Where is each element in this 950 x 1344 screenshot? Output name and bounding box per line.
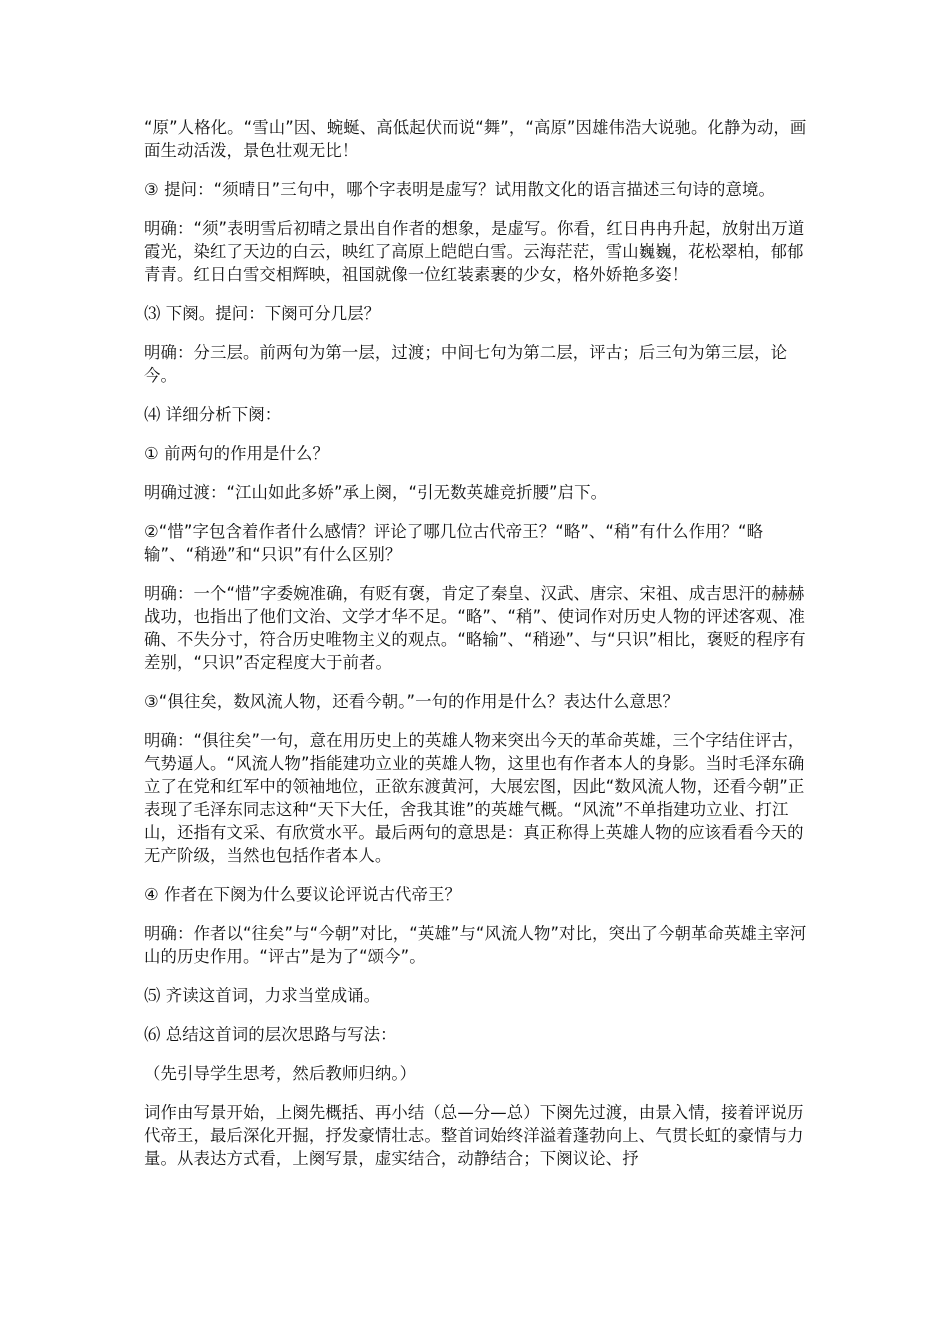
document-body: [144, 116, 808, 1186]
section-5-recite: ⑸ 齐读这首词，力求当堂成诵。: [144, 986, 381, 1005]
section-4-analysis: ⑷ 详细分析下阕：: [144, 405, 282, 424]
question-3-xuqingri: ③ 提问：“须晴日”三句中，哪个字表明是虚写？试用散文化的语言描述三句诗的意境。: [144, 180, 775, 199]
question-2-xi: ②“惜”字包含着作者什么感情？评论了哪几位古代帝王？“略”、“稍”有什么作用？“略输”、“稍逊”和“只识”有什么区别？: [144, 522, 764, 564]
paragraph-personification: “原”人格化。“雪山”因、蜿蜒、高低起伏而说“舞”，“高原”因雄伟浩大说驰。化静为动，画面生动活泼，景色壮观无比！: [144, 118, 807, 160]
answer-1-transition: 明确过渡：“江山如此多娇”承上阕，“引无数英雄竞折腰”启下。: [144, 483, 608, 502]
section-3-xiaque: ⑶ 下阕。提问：下阕可分几层？: [144, 304, 381, 323]
teaching-note: （先引导学生思考，然后教师归纳。）: [144, 1064, 417, 1083]
answer-3-xuqingri: 明确：“须”表明雪后初晴之景出自作者的想象，是虚写。你看，红日冉冉升起，放射出万道霞光，染红了天边的白云，映红了高原上皑皑白雪。云海茫茫，雪山巍巍，花松翠柏，郁郁青青。红日白雪交相辉映，祖国就像一位红装素裹的少女，格外娇艳多姿！: [144, 219, 805, 284]
question-4-emperors: ④ 作者在下阕为什么要议论评说古代帝王？: [144, 885, 461, 904]
answer-2-xi: 明确：一个“惜”字委婉准确，有贬有褒，肯定了秦皇、汉武、唐宗、宋祖、成吉思汗的赫赫战功，也指出了他们文治、文学才华不足。“略”、“稍”、使词作对历史人物的评述客观、准确、不失分寸，符合历史唯物主义的观点。“略输”、“稍逊”、与“只识”相比，褒贬的程序有差别，“只识”否定程度大于前者。: [144, 584, 806, 672]
summary-paragraph: 词作由写景开始，上阕先概括、再小结（总—分—总）下阕先过渡，由景入情，接着评说历代帝王，最后深化开掘，抒发豪情壮志。整首词始终洋溢着蓬勃向上、气贯长虹的豪情与力量。从表达方式看，上阕写景，虚实结合，动静结合；下阕议论、抒: [144, 1103, 804, 1168]
question-3-juwangyi: ③“俱往矣，数风流人物，还看今朝。”一句的作用是什么？表达什么意思？: [144, 692, 679, 711]
section-6-summary: ⑹ 总结这首词的层次思路与写法：: [144, 1025, 397, 1044]
answer-4-emperors: 明确：作者以“往矣”与“今朝”对比，“英雄”与“风流人物”对比，突出了今朝革命英雄主宰河山的历史作用。“评古”是为了“颂今”。: [144, 924, 807, 966]
answer-3-juwangyi: 明确：“俱往矣”一句，意在用历史上的英雄人物来突出今天的革命英雄，三个字结住评古，气势逼人。“风流人物”指能建功立业的英雄人物，这里也有作者本人的身影。当时毛泽东确立了在党和红军中的领袖地位，正欲东渡黄河，大展宏图，因此“数风流人物，还看今朝”正表现了毛泽东同志这种“天下大任，舍我其谁”的英雄气概。“风流”不单指建功立业、打江山，还指有文采、有欣赏水平。最后两句的意思是：真正称得上英雄人物的应该看看今天的无产阶级，当然也包括作者本人。: [144, 731, 805, 865]
answer-xiaque-layers: 明确：分三层。前两句为第一层，过渡；中间七句为第二层，评古；后三句为第三层，论今。: [144, 343, 788, 385]
question-1-first-two: ① 前两句的作用是什么？: [144, 444, 330, 463]
